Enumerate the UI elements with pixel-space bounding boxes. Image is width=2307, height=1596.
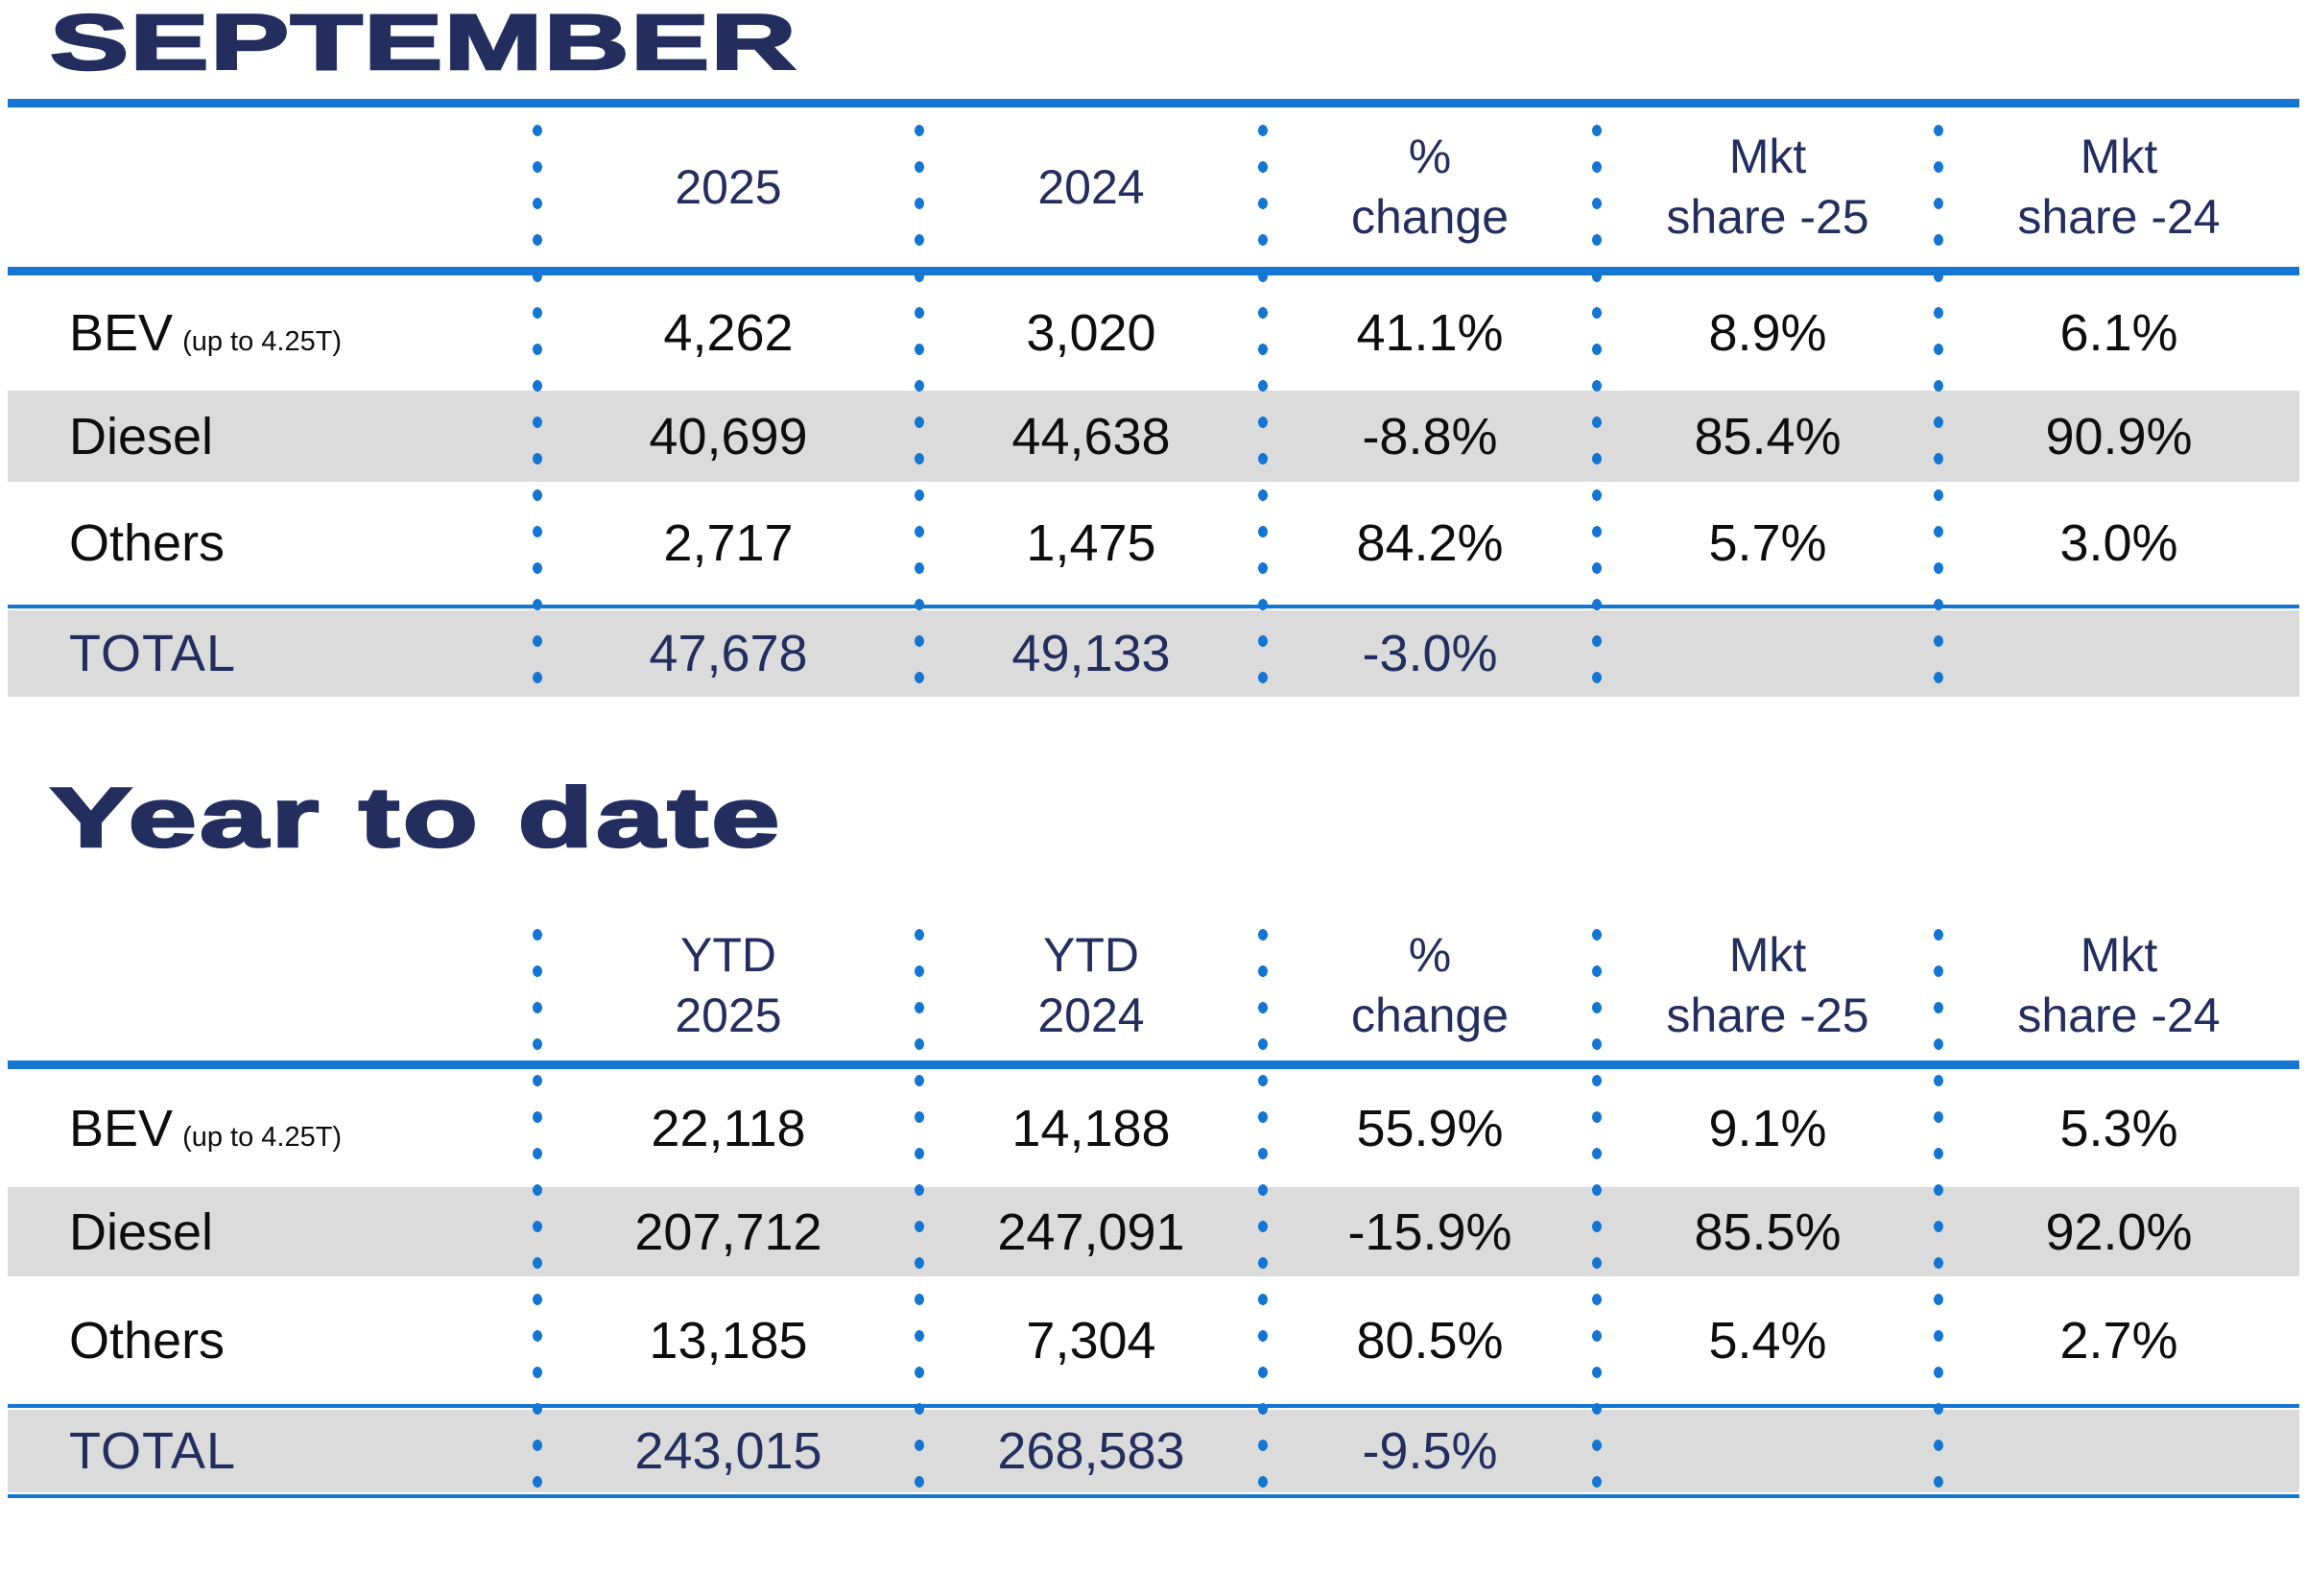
row-label-text: BEV [69,304,174,362]
header-line: % [1408,130,1452,183]
column-separator-dots [532,112,543,694]
cell-ytd-2025: 13,185 [649,1311,808,1370]
cell-mkt-share-25: 8.9% [1708,304,1827,362]
header-line: Mkt [1728,130,1807,183]
header-line: change [1350,190,1510,244]
header-2024 [919,157,1263,218]
table-row-diesel [8,1187,2299,1276]
row-label [8,407,537,466]
cell-pct-change: -3.0% [1362,625,1498,682]
row-label-text: TOTAL [69,1422,237,1480]
header-line: Mkt [1728,928,1807,982]
cell-pct-change: 41.1% [1356,304,1504,362]
divider-line-top [8,99,2299,107]
row-label-text: Diesel [69,407,214,465]
section-title-september: SEPTEMBER [50,0,797,86]
row-label [8,303,537,363]
header-pct-change [1263,127,1597,248]
header-mkt-share-24 [1938,127,2299,248]
header-2025 [537,157,919,218]
column-separator-dots [532,917,543,1492]
cell-2025: 40,699 [649,407,808,465]
column-separator-dots [1933,112,1944,694]
header-line: share -25 [1666,190,1869,244]
header-mkt-share-24 [1938,925,2299,1046]
cell-mkt-share-25: 9.1% [1708,1099,1827,1157]
header-ytd-2025 [537,925,919,1046]
header-row [8,107,2299,267]
cell-ytd-2025: 207,712 [634,1203,822,1261]
row-label-note: (up to 4.25T) [182,1121,343,1153]
table-row-bev [8,275,2299,391]
header-line: share -24 [2017,989,2221,1042]
header-mkt-share-25 [1597,925,1938,1046]
cell-pct-change: -8.8% [1362,407,1498,465]
cell-mkt-share-25: 85.5% [1694,1203,1842,1261]
column-separator-dots [1257,112,1269,694]
header-line: share -24 [2017,190,2221,244]
table-row-bev [8,1069,2299,1187]
header-pct-change [1263,925,1597,1046]
cell-pct-change: -15.9% [1347,1203,1512,1261]
table-row-others [8,482,2299,605]
row-label [8,1203,537,1262]
cell-mkt-share-24: 92.0% [2045,1203,2193,1261]
row-label-text: TOTAL [69,625,237,682]
cell-ytd-2024: 268,583 [997,1422,1185,1480]
cell-2024: 49,133 [1011,625,1171,682]
cell-2025: 47,678 [649,625,808,682]
header-line: 2025 [675,989,782,1042]
cell-2024: 44,638 [1011,407,1171,465]
row-label-text: Diesel [69,1203,214,1261]
header-line: change [1350,989,1510,1042]
cell-mkt-share-25: 5.7% [1708,514,1827,572]
cell-pct-change: -9.5% [1362,1422,1498,1480]
row-label [8,1099,537,1158]
cell-ytd-2024: 7,304 [1026,1311,1156,1370]
cell-mkt-share-25: 5.4% [1708,1311,1827,1370]
header-mkt-share-25 [1597,127,1938,248]
row-label-text: Others [69,1311,226,1370]
header-line: YTD [1043,928,1139,982]
section-title-year-to-date: Year to date [50,770,783,865]
header-ytd-2024 [919,925,1263,1046]
cell-2024: 1,475 [1026,514,1156,572]
header-line: Mkt [2080,928,2158,982]
column-separator-dots [914,112,925,694]
row-label [8,624,537,683]
divider-line-bottom [8,1494,2299,1498]
row-label-text: Others [69,514,226,572]
cell-mkt-share-24: 3.0% [2059,514,2178,572]
cell-ytd-2024: 14,188 [1011,1099,1171,1157]
cell-ytd-2024: 247,091 [997,1203,1185,1261]
row-label [8,1421,537,1481]
row-label-text: BEV [69,1099,174,1157]
column-separator-dots [1933,917,1944,1492]
cell-mkt-share-24: 2.7% [2059,1311,2178,1370]
cell-ytd-2025: 22,118 [651,1099,806,1157]
header-line: 2024 [1037,989,1145,1042]
column-separator-dots [1591,112,1603,694]
table-row-others [8,1276,2299,1404]
column-separator-dots [1257,917,1269,1492]
header-line: share -25 [1666,989,1869,1042]
divider-line-header [8,1060,2299,1069]
cell-2024: 3,020 [1026,304,1156,362]
table-row-total [8,610,2299,697]
cell-pct-change: 84.2% [1356,514,1504,572]
column-separator-dots [914,917,925,1492]
cell-pct-change: 55.9% [1356,1099,1504,1157]
divider-line-header [8,267,2299,275]
header-line: 2025 [675,159,782,214]
header-line: YTD [680,928,776,982]
cell-2025: 4,262 [663,304,794,362]
cell-mkt-share-24: 90.9% [2045,407,2193,465]
cell-ytd-2025: 243,015 [634,1422,822,1480]
table-row-total [8,1410,2299,1492]
row-label-note: (up to 4.25T) [182,326,343,357]
header-line: Mkt [2080,130,2158,183]
cell-pct-change: 80.5% [1356,1311,1504,1370]
cell-mkt-share-25: 85.4% [1694,407,1842,465]
cell-mkt-share-24: 6.1% [2059,304,2178,362]
header-line: 2024 [1037,159,1145,214]
row-label [8,1311,537,1370]
table-row-diesel [8,391,2299,482]
header-line: % [1408,928,1452,982]
cell-mkt-share-24: 5.3% [2059,1099,2178,1157]
row-label [8,513,537,573]
table-year-to-date [8,911,2299,1498]
header-row [8,911,2299,1060]
column-separator-dots [1591,917,1603,1492]
table-september [8,99,2299,697]
cell-2025: 2,717 [663,514,794,572]
